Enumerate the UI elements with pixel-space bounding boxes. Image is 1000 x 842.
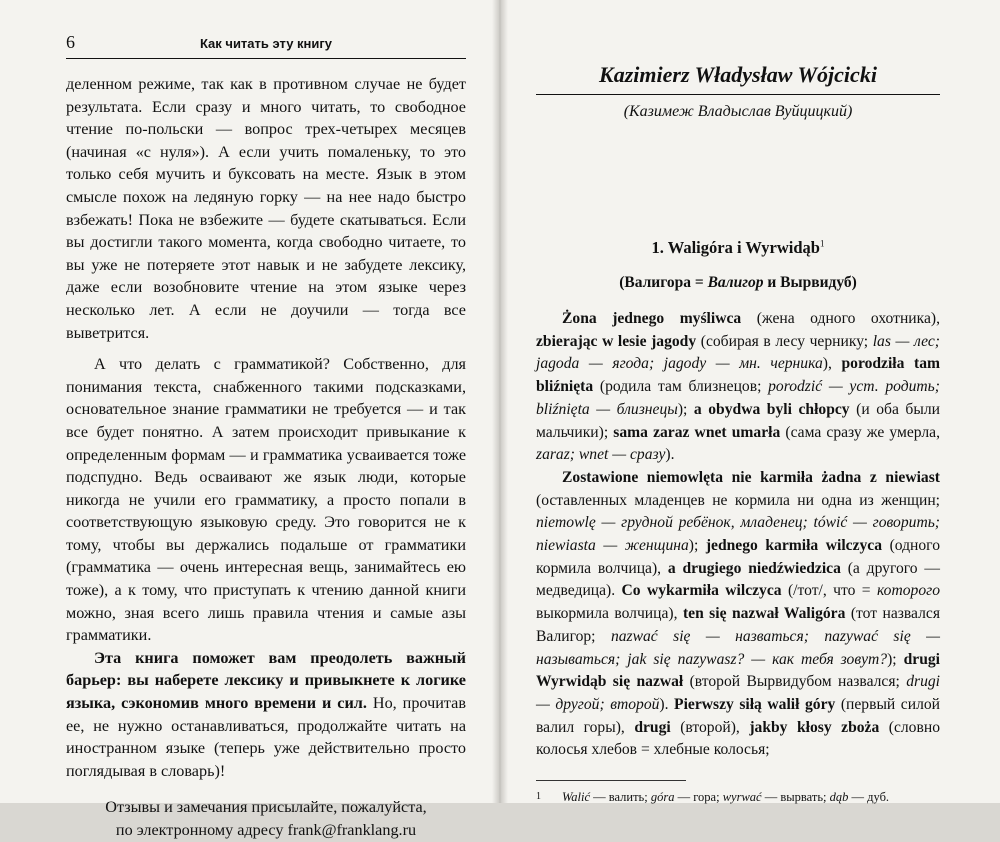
p1-seg: porodzić — уст. родить; bliźnięta — близнецы <box>536 378 940 418</box>
fn-seg: Walić <box>562 790 591 805</box>
story-title-text: 1. Waligóra i Wyrwidąb <box>651 238 820 257</box>
p1-seg: Żona jednego myśliwca <box>562 310 742 327</box>
p2-seg: (второй), <box>670 718 750 736</box>
p2-seg: (первый силой валил горы), <box>536 695 940 736</box>
p2-seg: (одного кормила волчица), <box>536 537 940 577</box>
fn-seg: góra <box>650 790 675 805</box>
left-paragraph-1: деленном режиме, так как в противном случае не будет результата. Если сразу и много читать, то свободное чтение по-польски — вопрос трех-четырех месяцев (начиная «с нуля»). А если учить помаленьку, то это только себя мучить и буксовать на месте. Язык в этом смысле похож на ледяную горку — на нее надо быстро взбежать! Пока не взбежите — будете скатываться. Если вы достигли такого момента, когда свободно читаете, то вы уже не потеряете этот навык и не забудете лексику, даже если возобновите чтение на этом языке через несколько лет. А если не доучили — тогда все выветрится. <box>66 75 466 342</box>
p1-seg: las — лес; jagoda — ягода; jagody — мн. черника <box>536 332 940 373</box>
p1-seg: ). <box>665 446 675 464</box>
left-running-head <box>66 32 466 59</box>
left-paragraph-3-rest: Но, прочитав ее, не нужно останавливаться, продолжайте читать на иностранном языке (теперь уже действительно просто поглядывая в словарь)! <box>66 694 466 780</box>
p1-seg: sama zaraz wnet umarła <box>613 423 781 441</box>
story-subtitle-prefix: (Валигора = <box>619 274 708 291</box>
p2-seg: (оставленных младенцев не кормила ни одна из женщин; <box>536 491 940 509</box>
p1-seg: (собирая в лесу чернику; <box>696 332 873 350</box>
p2-seg: (второй Вырвидубом назвался; <box>683 673 907 691</box>
p2-seg: (словно колосья хлебов = хлебные колосья; <box>536 718 940 759</box>
p1-seg: ), <box>822 355 842 373</box>
p2-seg: (тот назвался Валигор; <box>536 605 940 645</box>
fn-seg: — гора; <box>674 790 723 805</box>
p1-seg: a obydwa byli chłopcy <box>693 400 850 418</box>
p1-seg: (и оба были мальчики); <box>536 400 940 441</box>
contact-line-2: по электронному адресу frank@franklang.ru <box>115 821 417 839</box>
p2-seg: ten się nazwał Waligóra <box>682 605 846 623</box>
left-paragraph-3 <box>66 647 466 783</box>
p2-seg: drugi — другой; второй <box>536 673 940 713</box>
p2-seg: niemowlę — грудной ребёнок, младенец; tówić — говорить; niewiasta — женщина <box>536 514 940 555</box>
p2-seg: a drugiego niedźwiedzica <box>667 559 841 577</box>
contact-block <box>66 796 466 841</box>
p2-seg: Pierwszy siłą walił góry <box>674 695 836 713</box>
p1-seg: (родила там близнецов; <box>593 378 769 396</box>
p2-seg: drugi Wyrwidąb się nazwał <box>536 650 940 691</box>
p2-seg: (/тот/, что = <box>781 582 877 600</box>
author-name-ru: (Казимеж Владыслав Вуйцицкий) <box>623 103 853 120</box>
page-number: 6 <box>66 32 75 52</box>
p2-seg: ); <box>688 537 706 555</box>
left-paragraph-2: А что делать с грамматикой? Собственно, для понимания текста, снабженного такими подсказками, основательное знание грамматики не требуется — и так все будет понятно. А затем происходит привыкание к определенным формам — и грамматика усваивается тоже подспудно. Ведь осваивают же язык люди, которые никогда не учили его грамматику, а просто попали в соответствующую языковую среду. Это говорится не к тому, чтобы вы держались подальше от грамматики (грамматика — очень интересная вещь, занимайтесь ею тоже), а к тому, что приступать к чтению данной книги можно, зная всего лишь правила чтения и самые азы грамматики. <box>66 355 466 645</box>
footnote-rule <box>536 780 686 781</box>
right-paragraph-2 <box>536 467 940 762</box>
p2-seg: jakby kłosy zboża <box>749 718 880 736</box>
p1-seg: zaraz; wnet — сразу <box>536 446 666 464</box>
p2-seg: (а другого — медведица). <box>536 559 940 600</box>
p2-seg: Co wykarmiła wilczyca <box>621 582 782 600</box>
fn-seg: — валить; <box>590 790 651 805</box>
footnote-mark: 1 <box>536 791 541 803</box>
fn-seg: dąb <box>829 790 849 805</box>
p2-seg: nazwać się — назваться; nazywać się — называться; jak się nazywasz? — как тебя зовут? <box>536 627 941 668</box>
author-name: Kazimierz Władysław Wójcicki <box>536 62 940 95</box>
left-page <box>0 0 492 839</box>
fn-seg: — дуб. <box>848 790 890 805</box>
p1-seg: ); <box>677 400 694 418</box>
book-gutter <box>492 0 508 803</box>
fn-seg: — вырвать; <box>761 790 830 805</box>
story-subtitle <box>536 274 940 292</box>
story-title-footnote-mark: 1 <box>819 238 825 249</box>
contact-line-1: Отзывы и замечания присылайте, пожалуйста, <box>105 798 427 817</box>
story-title <box>536 238 940 258</box>
p2-seg: выкормила волчица), <box>536 605 683 623</box>
story-subtitle-suffix: и Вырвидуб) <box>763 274 857 291</box>
p1-seg: zbierając w lesie jagody <box>536 332 697 350</box>
p2-seg: ). <box>659 695 675 713</box>
story-subtitle-italic: Валигор <box>707 274 764 291</box>
p2-seg: drugi <box>634 718 671 736</box>
p2-seg: ); <box>887 650 904 668</box>
p1-seg: (жена одного охотника), <box>741 310 940 327</box>
left-paragraph-3-bold: Эта книга поможет вам преодолеть важный барьер: вы наберете лексику и привыкнете к логике языка, сэкономив много времени и сил. <box>66 648 466 713</box>
p1-seg: (сама сразу же умерла, <box>780 423 940 441</box>
right-paragraph-1 <box>536 308 940 467</box>
p2-seg: которого <box>876 582 940 600</box>
running-title: Как читать эту книгу <box>199 36 333 51</box>
right-page <box>508 0 1000 803</box>
p2-seg: Zostawione niemowlęta nie karmiła żadna z niewiast <box>562 468 940 486</box>
fn-seg: wyrwać <box>722 790 762 805</box>
p1-seg: porodziła tam bliźnięta <box>536 355 940 396</box>
p2-seg: jednego karmiła wilczyca <box>705 537 883 555</box>
